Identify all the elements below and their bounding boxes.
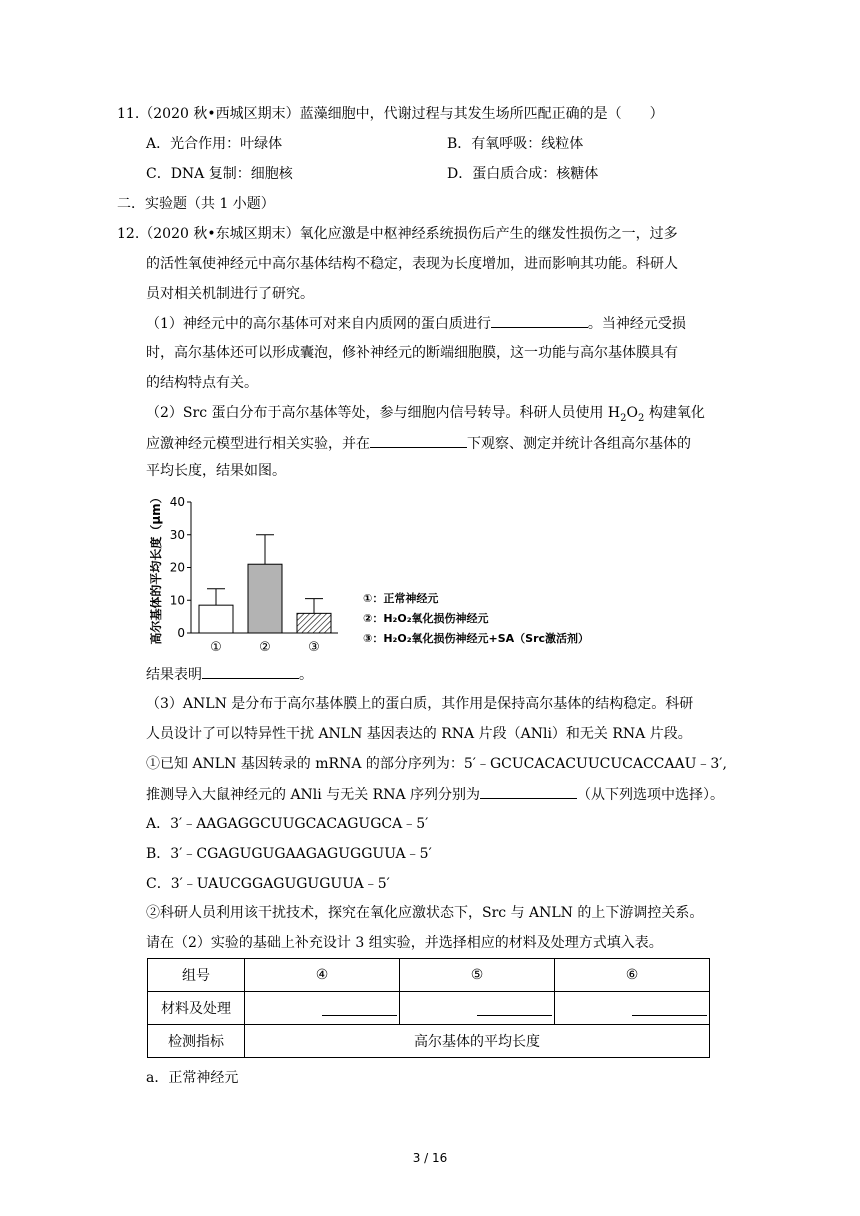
q12-part2-text-b: O: [626, 405, 638, 421]
table-cell-blank[interactable]: [400, 992, 555, 1025]
y-axis-label: 高尔基体的平均长度（μm）: [150, 491, 163, 645]
q12-part3-line2: 人员设计了可以特异性干扰 ANLN 基因表达的 RNA 片段（ANli）和无关 RNA 片段。: [146, 726, 692, 742]
q12-stem-line1: 12.（2020 秋•东城区期末）氧化应激是中枢神经系统损伤后产生的继发性损伤之一，过多: [117, 226, 678, 242]
q12-part2-line2-text-b: 下观察、测定并统计各组高尔基体的: [467, 436, 691, 452]
q12-stem-line3: 员对相关机制进行了研究。: [146, 286, 314, 302]
q12-part1-text-a: （1）神经元中的高尔基体可对来自内质网的蛋白质进行: [146, 316, 491, 332]
design-table: [147, 958, 710, 1058]
answer-blank-6[interactable]: [477, 1001, 552, 1016]
q12-part1-line2: 时，高尔基体还可以形成囊泡，修补神经元的断端细胞膜，这一功能与高尔基体膜具有: [146, 345, 678, 361]
table-cell: ⑤: [400, 959, 555, 992]
result-line: [146, 664, 313, 685]
bar: [199, 605, 233, 633]
q12-part2-line2-text-a: 应激神经元模型进行相关实验，并在: [146, 436, 370, 452]
legend-entry: ①：正常神经元: [363, 592, 439, 605]
q12-part3-1-text-b: （从下列选项中选择）。: [577, 787, 725, 803]
chart-svg: [150, 490, 650, 660]
q11-stem: 11.（2020 秋•西城区期末）蓝藻细胞中，代谢过程与其发生场所匹配正确的是（ ）: [117, 106, 664, 122]
table-cell: 检测指标: [148, 1025, 245, 1058]
answer-blank-7[interactable]: [632, 1001, 707, 1016]
q12-part2-text-c: 构建氧化: [644, 405, 705, 421]
legend-entry: ②：H₂O₂氧化损伤神经元: [363, 612, 489, 625]
table-row: [148, 959, 710, 992]
answer-blank-5[interactable]: [322, 1001, 397, 1016]
q12-part1-line1: [146, 313, 686, 334]
table-row: [148, 1025, 710, 1058]
y-tick-label: 40: [169, 495, 185, 509]
table-cell: 组号: [148, 959, 245, 992]
seq-option-b: B．3′﹣CGAGUGUGAAGAGUGGUUA﹣5′: [146, 846, 432, 862]
q12-part3-1-line1: ①已知 ANLN 基因转录的 mRNA 的部分序列为：5′﹣GCUCACACUUCUCACCAAU﹣3′,: [146, 756, 727, 772]
q12-part3-2-line1: ②科研人员利用该干扰技术，探究在氧化应激状态下，Src 与 ANLN 的上下游调控关系。: [146, 905, 704, 921]
y-tick-label: 10: [169, 593, 185, 608]
answer-blank-1[interactable]: [491, 313, 588, 328]
q11-option-d: D．蛋白质合成：核糖体: [447, 166, 599, 182]
table-cell: 高尔基体的平均长度: [245, 1025, 710, 1058]
q11-option-b: B．有氧呼吸：线粒体: [447, 136, 584, 152]
table-cell: ⑥: [555, 959, 710, 992]
y-tick-label: 30: [169, 527, 185, 542]
q11-option-a: A．光合作用：叶绿体: [146, 136, 283, 152]
q12-part2-line3: 平均长度，结果如图。: [146, 463, 286, 479]
bar: [248, 564, 282, 633]
q12-part2-text-a: （2）Src 蛋白分布于高尔基体等处，参与细胞内信号转导。科研人员使用 H: [146, 405, 621, 421]
table-cell-blank[interactable]: [245, 992, 400, 1025]
y-tick-label: 20: [169, 560, 185, 575]
table-cell-blank[interactable]: [555, 992, 710, 1025]
table-row: [148, 992, 710, 1025]
answer-blank-2[interactable]: [370, 433, 467, 448]
y-tick-label: 0: [177, 626, 185, 640]
table-cell: ④: [245, 959, 400, 992]
page-number: 3 / 16: [412, 1151, 448, 1165]
q12-part2-line2: [146, 433, 691, 454]
material-option-a: a．正常神经元: [146, 1070, 239, 1086]
q12-part3-1-line2: [146, 784, 724, 805]
q12-part1-line3: 的结构特点有关。: [146, 375, 258, 391]
x-tick-label: ①: [210, 640, 222, 655]
bar-chart: [150, 490, 650, 660]
answer-blank-3[interactable]: [202, 664, 299, 679]
result-text-b: 。: [299, 667, 313, 683]
x-tick-label: ②: [259, 640, 271, 655]
legend-entry: ③：H₂O₂氧化损伤神经元+SA（Src激活剂）: [363, 632, 590, 645]
answer-blank-4[interactable]: [480, 784, 577, 799]
bar: [297, 613, 331, 633]
seq-option-c: C．3′﹣UAUCGGAGUGUGUUA﹣5′: [146, 876, 390, 892]
q12-part3-line1: （3）ANLN 是分布于高尔基体膜上的蛋白质，其作用是保持高尔基体的结构稳定。科研: [146, 696, 694, 712]
result-text-a: 结果表明: [146, 667, 202, 683]
seq-option-a: A．3′﹣AAGAGGCUUGCACAGUGCA﹣5′: [146, 816, 429, 832]
q11-option-c: C．DNA 复制：细胞核: [146, 166, 293, 182]
q12-part3-1-text-a: 推测导入大鼠神经元的 ANli 与无关 RNA 序列分别为: [146, 787, 481, 803]
subscript: 2: [638, 412, 645, 424]
q12-part3-2-line2: 请在（2）实验的基础上补充设计 3 组实验，并选择相应的材料及处理方式填入表。: [146, 935, 663, 951]
q12-part1-text-b: 。当神经元受损: [587, 316, 686, 332]
q12-stem-line2: 的活性氧使神经元中高尔基体结构不稳定，表现为长度增加，进而影响其功能。科研人: [146, 256, 678, 272]
section-heading: 二．实验题（共 1 小题）: [117, 196, 275, 212]
table-cell: 材料及处理: [148, 992, 245, 1025]
q12-part2-line1: [146, 403, 705, 429]
subscript: 2: [620, 412, 627, 424]
x-tick-label: ③: [308, 640, 320, 655]
